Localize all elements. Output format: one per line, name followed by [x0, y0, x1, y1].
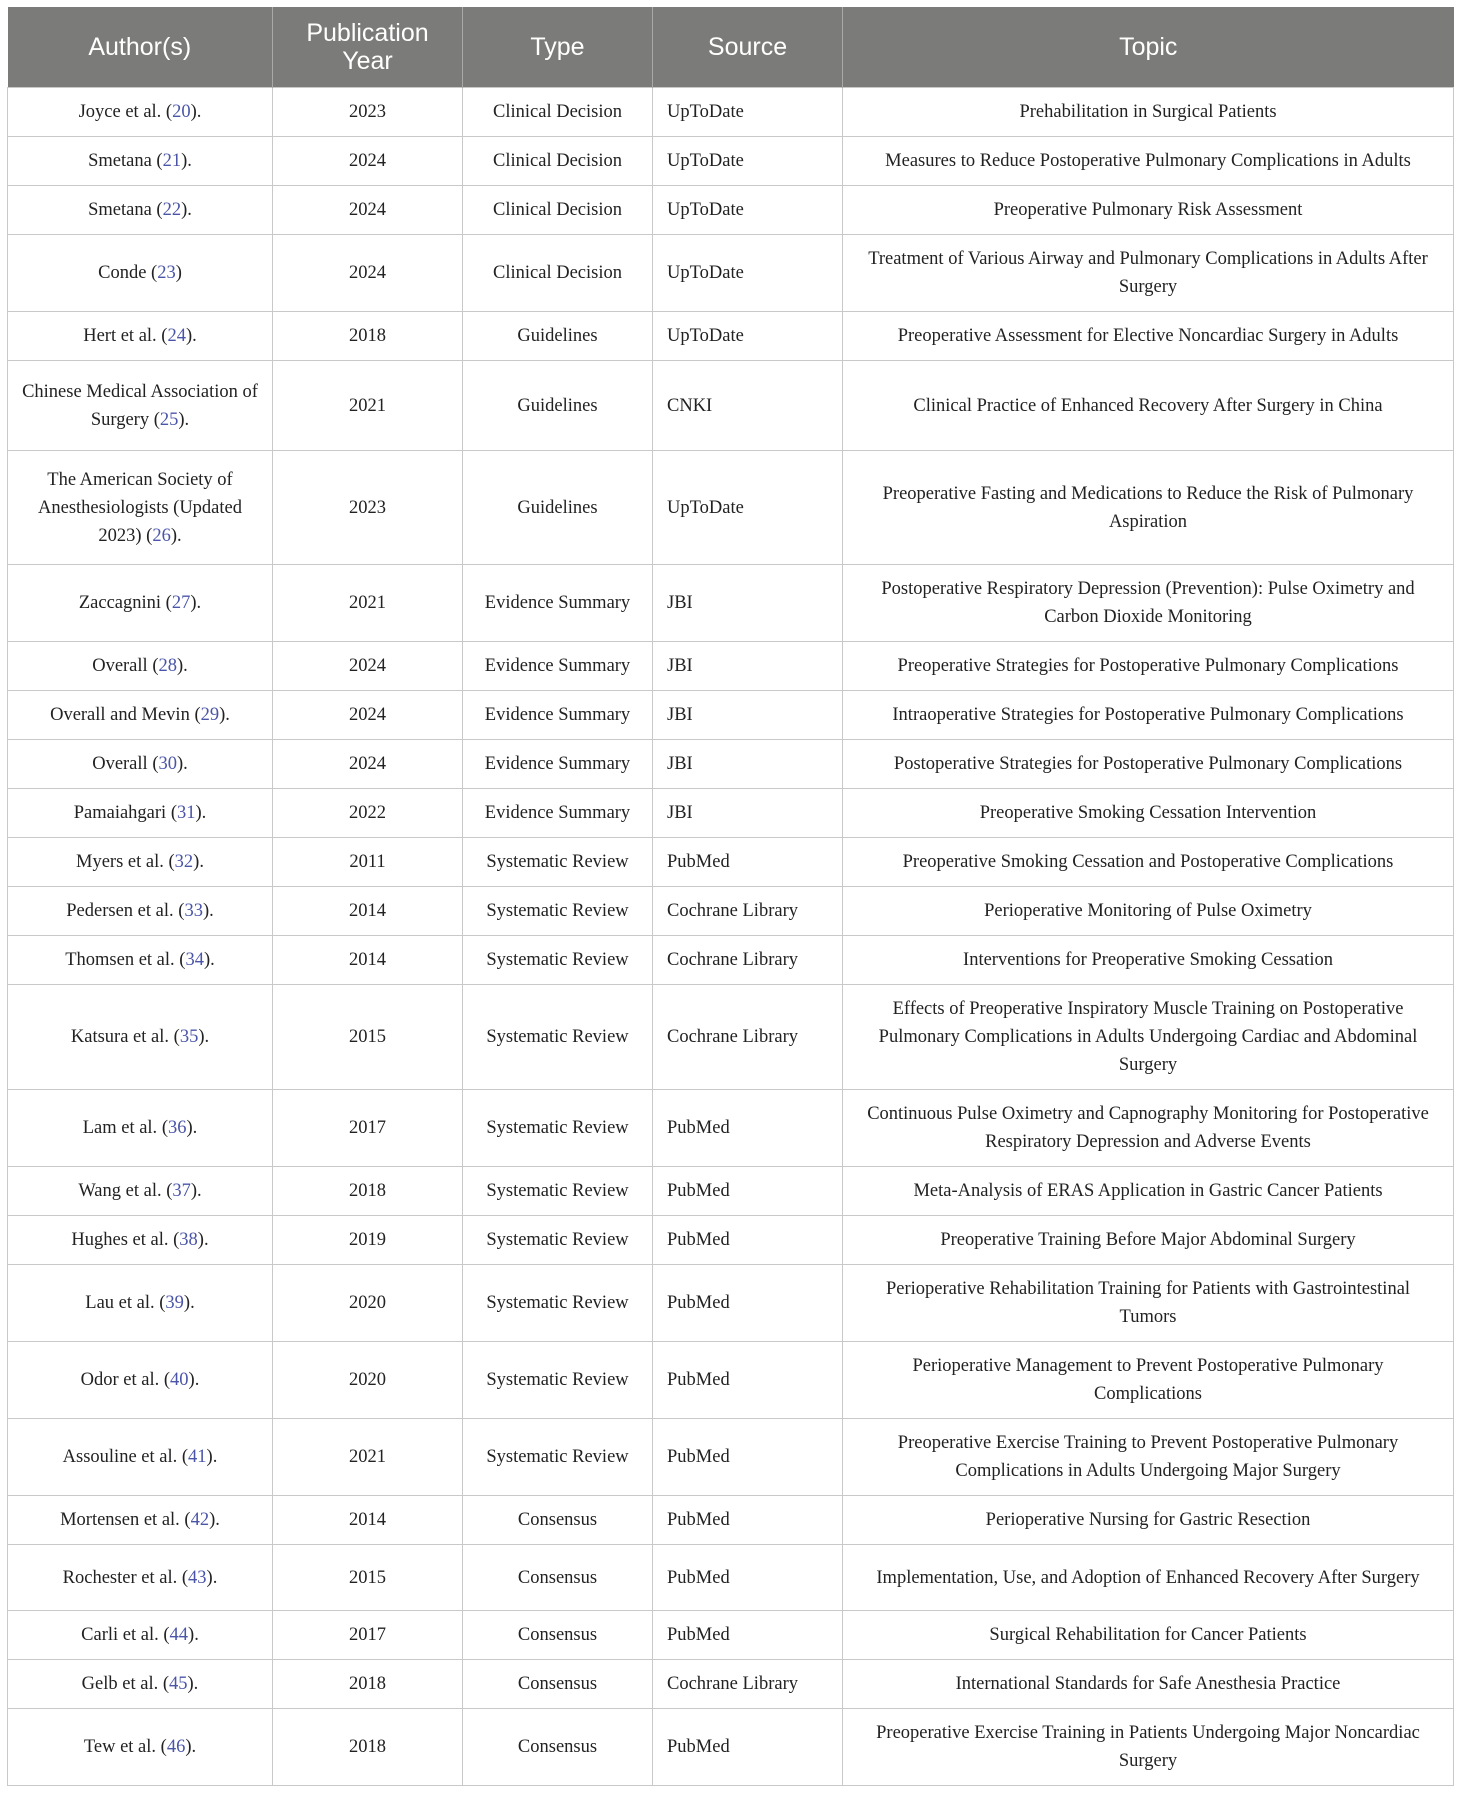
author-cell: Overall and Mevin (29).	[8, 691, 273, 740]
source-cell: JBI	[653, 642, 843, 691]
topic-cell: Perioperative Rehabilitation Training for Patients with Gastrointestinal Tumors	[843, 1265, 1454, 1342]
author-cell: Pamaiahgari (31).	[8, 789, 273, 838]
author-name: Hughes et al.	[71, 1230, 169, 1250]
author-name: Pedersen et al.	[66, 901, 174, 921]
source-cell: UpToDate	[653, 186, 843, 235]
reference-suffix: ).	[181, 151, 192, 171]
source-cell: Cochrane Library	[653, 887, 843, 936]
source-cell: PubMed	[653, 1545, 843, 1611]
source-cell: UpToDate	[653, 451, 843, 565]
table-row	[8, 88, 1454, 137]
author-name: Lam et al.	[82, 1118, 158, 1138]
topic-cell: Prehabilitation in Surgical Patients	[843, 88, 1454, 137]
type-cell: Systematic Review	[463, 887, 653, 936]
topic-cell: Preoperative Assessment for Elective Noncardiac Surgery in Adults	[843, 312, 1454, 361]
table-row	[8, 691, 1454, 740]
author-cell: Smetana (22).	[8, 186, 273, 235]
type-cell: Systematic Review	[463, 936, 653, 985]
source-cell: UpToDate	[653, 312, 843, 361]
year-cell: 2018	[273, 1709, 463, 1786]
reference-link[interactable]: 28	[158, 656, 177, 676]
source-cell: PubMed	[653, 1090, 843, 1167]
reference-link[interactable]: 46	[166, 1737, 186, 1757]
type-cell: Systematic Review	[463, 985, 653, 1090]
topic-cell: Postoperative Strategies for Postoperative Pulmonary Complications	[843, 740, 1454, 789]
type-cell: Evidence Summary	[463, 691, 653, 740]
author-name: The American Society of Anesthesiologists (Updated 2023)	[38, 469, 242, 546]
table-row	[8, 1167, 1454, 1216]
type-cell: Systematic Review	[463, 1167, 653, 1216]
table-row	[8, 1709, 1454, 1786]
year-cell: 2015	[273, 1545, 463, 1611]
header-source: Source	[653, 7, 843, 88]
reference-link[interactable]: 35	[179, 1027, 199, 1047]
table-row	[8, 936, 1454, 985]
reference-suffix: ).	[186, 1118, 198, 1138]
type-cell: Systematic Review	[463, 1342, 653, 1419]
source-cell: PubMed	[653, 1419, 843, 1496]
reference-suffix: ).	[187, 1674, 199, 1694]
type-cell: Clinical Decision	[463, 186, 653, 235]
year-cell: 2019	[273, 1216, 463, 1265]
source-cell: PubMed	[653, 1709, 843, 1786]
reference-suffix: ).	[206, 1447, 218, 1467]
topic-cell: Preoperative Smoking Cessation and Postoperative Complications	[843, 838, 1454, 887]
type-cell: Consensus	[463, 1660, 653, 1709]
reference-link[interactable]: 31	[176, 803, 196, 823]
type-cell: Consensus	[463, 1709, 653, 1786]
author-name: Overall	[92, 754, 148, 774]
reference-suffix: ).	[203, 950, 215, 970]
type-cell: Consensus	[463, 1545, 653, 1611]
year-cell: 2014	[273, 1496, 463, 1545]
year-cell: 2018	[273, 312, 463, 361]
table-row	[8, 565, 1454, 642]
reference-suffix: ).	[195, 803, 207, 823]
reference-suffix: )	[175, 263, 182, 283]
year-cell: 2024	[273, 642, 463, 691]
author-name: Carli et al.	[81, 1625, 159, 1645]
reference-link[interactable]: 37	[172, 1181, 191, 1201]
author-name: Wang et al.	[78, 1181, 162, 1201]
table-row	[8, 740, 1454, 789]
reference-suffix: ).	[202, 901, 214, 921]
header-type: Type	[463, 7, 653, 88]
topic-cell: Perioperative Management to Prevent Postoperative Pulmonary Complications	[843, 1342, 1454, 1419]
author-cell: Overall (30).	[8, 740, 273, 789]
type-cell: Systematic Review	[463, 1090, 653, 1167]
author-cell: Odor et al. (40).	[8, 1342, 273, 1419]
reference-link[interactable]: 40	[170, 1370, 189, 1390]
reference-link[interactable]: 29	[200, 705, 220, 725]
table-header	[8, 7, 1454, 88]
table-row	[8, 887, 1454, 936]
author-name: Overall	[92, 656, 148, 676]
author-name: Thomsen et al.	[65, 950, 175, 970]
topic-cell: Clinical Practice of Enhanced Recovery After Surgery in China	[843, 361, 1454, 451]
author-cell: Assouline et al. (41).	[8, 1419, 273, 1496]
reference-link[interactable]: 38	[179, 1230, 198, 1250]
topic-cell: Effects of Preoperative Inspiratory Muscle Training on Postoperative Pulmonary Complications in Adults Undergoing Cardiac and Abdominal Surgery	[843, 985, 1454, 1090]
author-cell: Tew et al. (46).	[8, 1709, 273, 1786]
table-body	[8, 88, 1454, 1786]
table-row	[8, 361, 1454, 451]
year-cell: 2024	[273, 235, 463, 312]
author-name: Overall and Mevin	[50, 705, 190, 725]
table-row	[8, 451, 1454, 565]
author-cell: Myers et al. (32).	[8, 838, 273, 887]
type-cell: Evidence Summary	[463, 740, 653, 789]
reference-link[interactable]: 27	[171, 593, 191, 613]
type-cell: Systematic Review	[463, 1216, 653, 1265]
year-cell: 2023	[273, 451, 463, 565]
reference-link[interactable]: 24	[167, 326, 186, 346]
header-authors: Author(s)	[8, 7, 273, 88]
reference-suffix: ).	[188, 1370, 200, 1390]
table-row	[8, 789, 1454, 838]
source-cell: JBI	[653, 740, 843, 789]
source-cell: Cochrane Library	[653, 1660, 843, 1709]
literature-table-container	[7, 7, 1453, 1786]
reference-link[interactable]: 43	[188, 1567, 207, 1588]
reference-link[interactable]: 25	[159, 409, 179, 430]
author-name: Assouline et al.	[62, 1447, 178, 1467]
table-row	[8, 1545, 1454, 1611]
topic-cell: Preoperative Fasting and Medications to Reduce the Risk of Pulmonary Aspiration	[843, 451, 1454, 565]
reference-suffix: ).	[181, 200, 192, 220]
year-cell: 2021	[273, 1419, 463, 1496]
author-name: Chinese Medical Association of Surgery	[22, 381, 258, 430]
reference-suffix: ).	[188, 1625, 199, 1645]
reference-link[interactable]: 42	[190, 1510, 210, 1530]
author-name: Lau et al.	[85, 1293, 155, 1313]
table-row	[8, 1660, 1454, 1709]
topic-cell: Perioperative Nursing for Gastric Resection	[843, 1496, 1454, 1545]
type-cell: Evidence Summary	[463, 565, 653, 642]
literature-table	[7, 7, 1454, 1786]
type-cell: Clinical Decision	[463, 235, 653, 312]
year-cell: 2015	[273, 985, 463, 1090]
author-cell: The American Society of Anesthesiologists (Updated 2023) (26).	[8, 451, 273, 565]
type-cell: Clinical Decision	[463, 137, 653, 186]
header-row	[8, 7, 1454, 88]
reference-link[interactable]: 41	[188, 1447, 207, 1467]
author-name: Katsura et al.	[70, 1027, 170, 1047]
topic-cell: Interventions for Preoperative Smoking Cessation	[843, 936, 1454, 985]
author-cell: Hughes et al. (38).	[8, 1216, 273, 1265]
reference-suffix: ).	[190, 1181, 202, 1201]
reference-suffix: ).	[197, 1230, 209, 1250]
year-cell: 2021	[273, 565, 463, 642]
type-cell: Consensus	[463, 1496, 653, 1545]
topic-cell: Treatment of Various Airway and Pulmonary Complications in Adults After Surgery	[843, 235, 1454, 312]
topic-cell: Preoperative Smoking Cessation Intervention	[843, 789, 1454, 838]
table-row	[8, 1090, 1454, 1167]
author-cell: Chinese Medical Association of Surgery (25).	[8, 361, 273, 451]
header-topic: Topic	[843, 7, 1454, 88]
author-name: Conde	[98, 263, 147, 283]
source-cell: PubMed	[653, 1342, 843, 1419]
reference-link[interactable]: 20	[172, 102, 191, 122]
topic-cell: Postoperative Respiratory Depression (Prevention): Pulse Oximetry and Carbon Dioxide Monitoring	[843, 565, 1454, 642]
source-cell: PubMed	[653, 1496, 843, 1545]
table-row	[8, 186, 1454, 235]
author-name: Hert et al.	[83, 326, 157, 346]
table-row	[8, 838, 1454, 887]
table-row	[8, 235, 1454, 312]
year-cell: 2022	[273, 789, 463, 838]
topic-cell: Measures to Reduce Postoperative Pulmonary Complications in Adults	[843, 137, 1454, 186]
year-cell: 2014	[273, 887, 463, 936]
reference-suffix: ).	[185, 1737, 197, 1757]
author-name: Smetana	[88, 151, 152, 171]
year-cell: 2024	[273, 137, 463, 186]
author-cell: Katsura et al. (35).	[8, 985, 273, 1090]
topic-cell: Preoperative Exercise Training in Patients Undergoing Major Noncardiac Surgery	[843, 1709, 1454, 1786]
type-cell: Evidence Summary	[463, 642, 653, 691]
year-cell: 2020	[273, 1265, 463, 1342]
source-cell: PubMed	[653, 1265, 843, 1342]
reference-link[interactable]: 30	[158, 754, 177, 774]
year-cell: 2024	[273, 691, 463, 740]
author-name: Zaccagnini	[78, 593, 162, 613]
author-name: Tew et al.	[83, 1737, 157, 1757]
type-cell: Evidence Summary	[463, 789, 653, 838]
table-row	[8, 1265, 1454, 1342]
year-cell: 2018	[273, 1660, 463, 1709]
year-cell: 2018	[273, 1167, 463, 1216]
author-cell: Thomsen et al. (34).	[8, 936, 273, 985]
type-cell: Guidelines	[463, 312, 653, 361]
reference-link[interactable]: 45	[169, 1674, 188, 1694]
reference-suffix: ).	[198, 1027, 210, 1047]
type-cell: Systematic Review	[463, 838, 653, 887]
year-cell: 2021	[273, 361, 463, 451]
author-cell: Zaccagnini (27).	[8, 565, 273, 642]
reference-suffix: ).	[185, 326, 197, 346]
table-row	[8, 1216, 1454, 1265]
reference-link[interactable]: 33	[184, 901, 203, 921]
table-row	[8, 1419, 1454, 1496]
author-name: Myers et al.	[76, 852, 164, 872]
author-cell: Carli et al. (44).	[8, 1611, 273, 1660]
year-cell: 2011	[273, 838, 463, 887]
topic-cell: Preoperative Training Before Major Abdominal Surgery	[843, 1216, 1454, 1265]
reference-suffix: ).	[183, 1293, 195, 1313]
reference-suffix: ).	[176, 656, 188, 676]
table-row	[8, 642, 1454, 691]
reference-suffix: ).	[178, 409, 190, 430]
type-cell: Systematic Review	[463, 1265, 653, 1342]
type-cell: Clinical Decision	[463, 88, 653, 137]
reference-suffix: ).	[206, 1567, 218, 1588]
topic-cell: Preoperative Pulmonary Risk Assessment	[843, 186, 1454, 235]
reference-link[interactable]: 23	[157, 263, 176, 283]
topic-cell: Preoperative Exercise Training to Prevent Postoperative Pulmonary Complications in Adults Undergoing Major Surgery	[843, 1419, 1454, 1496]
type-cell: Guidelines	[463, 451, 653, 565]
table-row	[8, 985, 1454, 1090]
source-cell: UpToDate	[653, 235, 843, 312]
topic-cell: Continuous Pulse Oximetry and Capnography Monitoring for Postoperative Respiratory Depression and Adverse Events	[843, 1090, 1454, 1167]
author-cell: Conde (23)	[8, 235, 273, 312]
topic-cell: International Standards for Safe Anesthesia Practice	[843, 1660, 1454, 1709]
source-cell: UpToDate	[653, 137, 843, 186]
author-cell: Lam et al. (36).	[8, 1090, 273, 1167]
type-cell: Systematic Review	[463, 1419, 653, 1496]
author-cell: Overall (28).	[8, 642, 273, 691]
reference-link[interactable]: 22	[162, 200, 182, 220]
author-name: Rochester et al.	[62, 1567, 178, 1588]
reference-link[interactable]: 26	[152, 525, 171, 546]
reference-suffix: ).	[190, 102, 202, 122]
topic-cell: Surgical Rehabilitation for Cancer Patients	[843, 1611, 1454, 1660]
reference-suffix: ).	[190, 593, 202, 613]
reference-suffix: ).	[209, 1510, 220, 1530]
author-cell: Pedersen et al. (33).	[8, 887, 273, 936]
reference-link[interactable]: 44	[169, 1625, 189, 1645]
topic-cell: Meta-Analysis of ERAS Application in Gastric Cancer Patients	[843, 1167, 1454, 1216]
author-name: Gelb et al.	[81, 1674, 159, 1694]
reference-suffix: ).	[170, 525, 182, 546]
reference-suffix: ).	[193, 852, 204, 872]
year-cell: 2020	[273, 1342, 463, 1419]
author-cell: Lau et al. (39).	[8, 1265, 273, 1342]
topic-cell: Perioperative Monitoring of Pulse Oximetry	[843, 887, 1454, 936]
table-row	[8, 1342, 1454, 1419]
type-cell: Consensus	[463, 1611, 653, 1660]
source-cell: PubMed	[653, 1611, 843, 1660]
reference-suffix: ).	[176, 754, 188, 774]
topic-cell: Preoperative Strategies for Postoperative Pulmonary Complications	[843, 642, 1454, 691]
author-cell: Rochester et al. (43).	[8, 1545, 273, 1611]
author-name: Smetana	[88, 200, 152, 220]
year-cell: 2023	[273, 88, 463, 137]
year-cell: 2017	[273, 1090, 463, 1167]
source-cell: JBI	[653, 789, 843, 838]
author-cell: Wang et al. (37).	[8, 1167, 273, 1216]
header-publication-year: Publication Year	[273, 7, 463, 88]
table-row	[8, 137, 1454, 186]
author-name: Odor et al.	[80, 1370, 160, 1390]
source-cell: CNKI	[653, 361, 843, 451]
author-cell: Hert et al. (24).	[8, 312, 273, 361]
reference-link[interactable]: 36	[167, 1118, 187, 1138]
topic-cell: Intraoperative Strategies for Postoperative Pulmonary Complications	[843, 691, 1454, 740]
author-cell: Mortensen et al. (42).	[8, 1496, 273, 1545]
source-cell: PubMed	[653, 1216, 843, 1265]
author-cell: Smetana (21).	[8, 137, 273, 186]
author-name: Joyce et al.	[78, 102, 162, 122]
source-cell: JBI	[653, 565, 843, 642]
type-cell: Guidelines	[463, 361, 653, 451]
year-cell: 2024	[273, 186, 463, 235]
author-cell: Joyce et al. (20).	[8, 88, 273, 137]
reference-link[interactable]: 32	[174, 852, 194, 872]
source-cell: JBI	[653, 691, 843, 740]
year-cell: 2024	[273, 740, 463, 789]
year-cell: 2017	[273, 1611, 463, 1660]
author-name: Mortensen et al.	[60, 1510, 180, 1530]
reference-link[interactable]: 21	[162, 151, 182, 171]
year-cell: 2014	[273, 936, 463, 985]
source-cell: UpToDate	[653, 88, 843, 137]
author-cell: Gelb et al. (45).	[8, 1660, 273, 1709]
reference-link[interactable]: 39	[165, 1293, 184, 1313]
topic-cell: Implementation, Use, and Adoption of Enhanced Recovery After Surgery	[843, 1545, 1454, 1611]
source-cell: Cochrane Library	[653, 985, 843, 1090]
source-cell: PubMed	[653, 838, 843, 887]
table-row	[8, 1611, 1454, 1660]
table-row	[8, 1496, 1454, 1545]
reference-link[interactable]: 34	[185, 950, 204, 970]
author-name: Pamaiahgari	[73, 803, 167, 823]
reference-suffix: ).	[219, 705, 230, 725]
table-row	[8, 312, 1454, 361]
source-cell: Cochrane Library	[653, 936, 843, 985]
source-cell: PubMed	[653, 1167, 843, 1216]
